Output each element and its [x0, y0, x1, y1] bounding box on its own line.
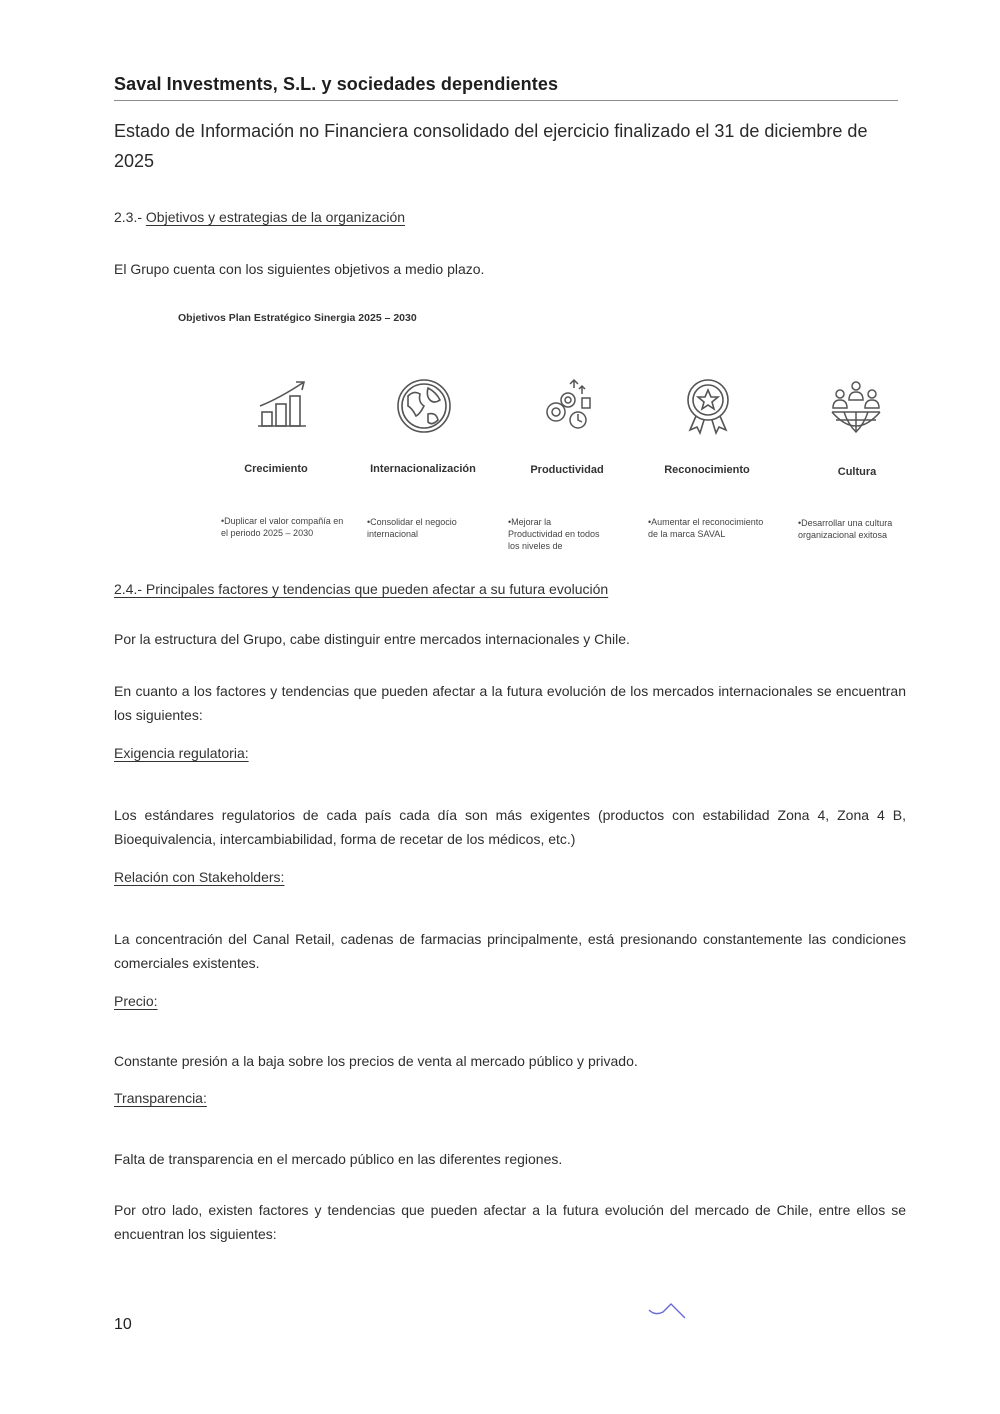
objective-bullet-cultura: • Desarrollar una cultura organizacional exitosa [798, 517, 918, 541]
objective-bullet-crecimiento: • Duplicar el valor compañía en el periodo 2025 – 2030 [221, 515, 346, 539]
company-name: Saval Investments, S.L. y sociedades dependientes [114, 74, 559, 94]
section-2-4-heading: 2.4.- Principales factores y tendencias que pueden afectar a su futura evolución [114, 581, 609, 597]
objective-bullet-internacionalizacion: • Consolidar el negocio internacional [367, 516, 492, 540]
section-2-3-number: 2.3.- [114, 209, 146, 225]
objective-label-cultura: Cultura [837, 466, 877, 478]
globe-icon [394, 376, 454, 436]
page-number: 10 [114, 1316, 132, 1333]
paragraph-precio: Constante presión a la baja sobre los precios de venta al mercado público y privado. [114, 1053, 638, 1069]
growth-chart-icon [254, 376, 314, 436]
paragraph-transparencia: Falta de transparencia en el mercado público en las diferentes regiones. [114, 1151, 563, 1167]
paragraph-exigencia: Los estándares regulatorios de cada país cada día son más exigentes (productos con estabilidad Zona 4, Zona 4 B, Bioequivalencia, intercambiabilidad, forma de recetar de los médicos, etc.) [114, 807, 906, 847]
gears-icon [538, 376, 598, 436]
objective-bullet-reconocimiento: • Aumentar el reconocimiento de la marca SAVAL [648, 516, 773, 540]
objective-label-productividad: Productividad [530, 464, 604, 476]
objective-label-crecimiento: Crecimiento [244, 463, 308, 475]
objective-label-reconocimiento: Reconocimiento [664, 464, 750, 476]
subheading-relacion: Relación con Stakeholders: [114, 869, 285, 885]
section-2-3-intro: El Grupo cuenta con los siguientes objetivos a medio plazo. [114, 261, 485, 277]
objective-label-internacionalizacion: Internacionalización [370, 463, 476, 475]
award-medal-icon [678, 376, 738, 436]
paragraph-internacionales: En cuanto a los factores y tendencias que pueden afectar a la futura evolución de los mercados internacionales se encuentran los siguientes: [114, 683, 906, 723]
document-title: Estado de Información no Financiera consolidado del ejercicio finalizado el 31 de diciembre de 2025 [114, 121, 868, 171]
section-2-3-title: Objetivos y estrategias de la organización [145, 209, 406, 225]
header-rule [114, 100, 898, 101]
paragraph-relacion: La concentración del Canal Retail, cadenas de farmacias principalmente, está presionando constantemente las condiciones comerciales existentes. [114, 931, 906, 971]
paragraph-mercados: Por la estructura del Grupo, cabe distinguir entre mercados internacionales y Chile. [114, 631, 630, 647]
section-2-3-heading [114, 209, 405, 225]
objective-bullet-productividad: • Mejorar la Productividad en todos los niveles de [508, 516, 608, 554]
figure-title: Objetivos Plan Estratégico Sinergia 2025 – 2030 [178, 312, 417, 324]
subheading-exigencia: Exigencia regulatoria: [114, 745, 249, 761]
people-globe-icon [826, 376, 886, 436]
subheading-transparencia: Transparencia: [114, 1090, 207, 1106]
paragraph-chile: Por otro lado, existen factores y tendencias que pueden afectar a la futura evolución del mercado de Chile, entre ellos se encuentran los siguientes: [114, 1202, 906, 1242]
subheading-precio: Precio: [114, 993, 158, 1009]
signature-initial [645, 1298, 689, 1322]
